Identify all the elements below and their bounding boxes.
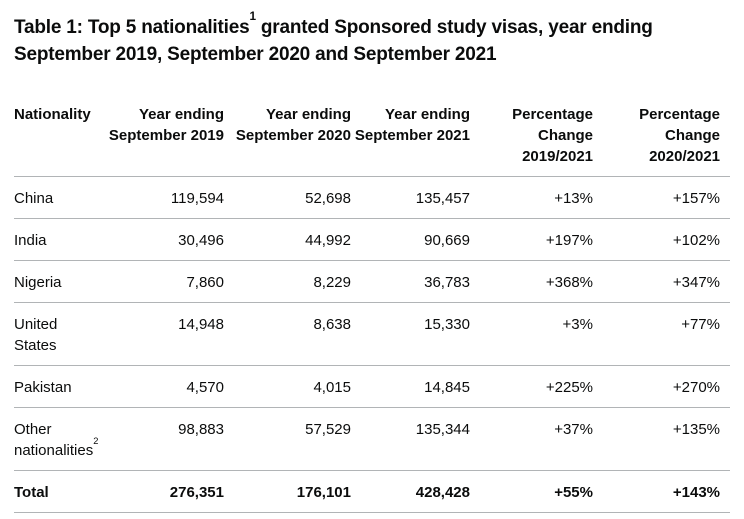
nationality-label: Nigeria: [14, 274, 62, 291]
value-cell: 98,883: [178, 421, 224, 438]
value-cell: 15,330: [424, 316, 470, 333]
nationality-cell: [14, 219, 106, 261]
table-title-text-continued: granted Sponsored study visas, year ending September 2019, September 2020 and September 2021: [14, 17, 653, 65]
value-cell: 7,860: [186, 274, 224, 291]
table-title: [14, 9, 730, 68]
value-cell: +157%: [672, 190, 720, 207]
table-row-pakistan: [14, 366, 730, 408]
footnote-marker-2: 2: [93, 436, 99, 447]
value-cell: +368%: [545, 274, 593, 291]
total-value-cell: 276,351: [169, 484, 224, 501]
value-cell: +270%: [672, 379, 720, 396]
value-cell: +135%: [672, 421, 720, 438]
nationality-label: China: [14, 190, 54, 207]
nationality-label: United States: [14, 316, 58, 354]
value-cell: 57,529: [305, 421, 351, 438]
value-cell: +225%: [545, 379, 593, 396]
nationality-cell: [14, 261, 106, 303]
value-cell: 135,457: [415, 190, 470, 207]
footnote-marker-1: 1: [249, 9, 256, 23]
table-row-united-states: [14, 303, 730, 366]
value-cell: 30,496: [178, 232, 224, 249]
nationality-cell: [14, 408, 106, 471]
value-cell: 44,992: [305, 232, 351, 249]
col-header-year-ending-2019: Year ending September 2019: [108, 106, 224, 144]
total-row: [14, 471, 730, 513]
total-value-cell: +143%: [672, 484, 720, 501]
total-value-cell: 428,428: [415, 484, 470, 501]
value-cell: 119,594: [170, 190, 224, 207]
total-value-cell: 176,101: [296, 484, 351, 501]
value-cell: +197%: [545, 232, 593, 249]
table-header: [14, 104, 730, 177]
col-header-year-ending-2020: Year ending September 2020: [235, 106, 351, 144]
total-value-cell: +55%: [554, 484, 593, 501]
value-cell: 90,669: [424, 232, 470, 249]
nationality-label: India: [14, 232, 47, 249]
value-cell: +37%: [554, 421, 593, 438]
col-header-pct-change-2019-2021: Percentage Change 2019/2021: [512, 106, 593, 165]
sponsored-study-visas-table: [14, 104, 730, 513]
nationality-label: Other nationalities: [14, 421, 94, 459]
value-cell: 36,783: [424, 274, 470, 291]
table-body: [14, 177, 730, 513]
total-label-cell: Total: [14, 484, 49, 501]
col-header-year-ending-2021: Year ending September 2021: [354, 106, 470, 144]
table-row-other-nationalities: [14, 408, 730, 471]
value-cell: 135,344: [415, 421, 470, 438]
value-cell: +347%: [672, 274, 720, 291]
value-cell: 4,015: [313, 379, 351, 396]
value-cell: 14,845: [424, 379, 470, 396]
value-cell: +77%: [681, 316, 720, 333]
value-cell: 14,948: [178, 316, 224, 333]
value-cell: +102%: [672, 232, 720, 249]
value-cell: +13%: [554, 190, 593, 207]
value-cell: 52,698: [305, 190, 351, 207]
value-cell: 8,229: [313, 274, 351, 291]
header-row: [14, 104, 730, 177]
value-cell: 4,570: [186, 379, 224, 396]
col-header-nationality: Nationality: [14, 106, 91, 123]
table-row-india: [14, 219, 730, 261]
value-cell: 8,638: [313, 316, 351, 333]
value-cell: +3%: [562, 316, 593, 333]
nationality-label: Pakistan: [14, 379, 72, 396]
table-row-china: [14, 177, 730, 219]
nationality-cell: [14, 303, 106, 366]
table-row-nigeria: [14, 261, 730, 303]
col-header-pct-change-2020-2021: Percentage Change 2020/2021: [639, 106, 720, 165]
nationality-cell: [14, 366, 106, 408]
table-title-text: Table 1: Top 5 nationalities: [14, 17, 250, 38]
nationality-cell: [14, 177, 106, 219]
